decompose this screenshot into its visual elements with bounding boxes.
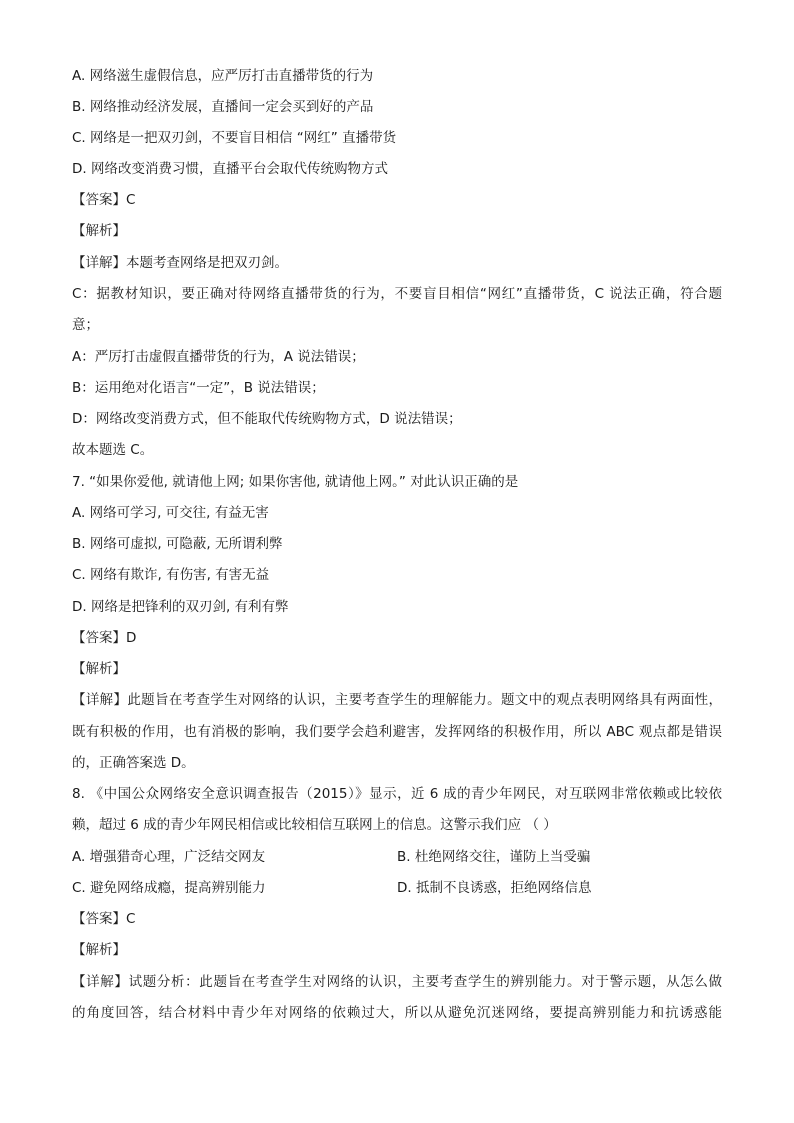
analysis-label-q7: 【解析】 xyxy=(72,661,126,677)
option-d-q8: D. 抵制不良诱惑，拒绝网络信息 xyxy=(397,880,592,896)
explanation-q6-c-cont: 意； xyxy=(72,317,99,333)
option-b-q6: B. 网络推动经济发展，直播间一定会买到好的产品 xyxy=(72,99,374,115)
explanation-q8-line1: 【详解】试题分析：此题旨在考查学生对网络的认识，主要考查学生的辨别能力。对于警示题，从怎么做 xyxy=(72,974,722,990)
explanation-q6-b: B：运用绝对化语言“一定”，B 说法错误； xyxy=(72,380,325,396)
question-8-line2: 赖，超过 6 成的青少年网民相信或比较相信互联网上的信息。这警示我们应 （ ） xyxy=(72,817,557,833)
question-7: 7. “如果你爱他, 就请他上网; 如果你害他, 就请他上网。” 对此认识正确的是 xyxy=(72,474,519,490)
explanation-q7-line1: 【详解】此题旨在考查学生对网络的认识，主要考查学生的理解能力。题文中的观点表明网络具有两面性， xyxy=(72,692,722,708)
option-c-q6: C. 网络是一把双刃剑，不要盲目相信 “网红” 直播带货 xyxy=(72,130,397,146)
option-b-q7: B. 网络可虚拟, 可隐蔽, 无所谓利弊 xyxy=(72,536,283,552)
option-d-q6: D. 网络改变消费习惯，直播平台会取代传统购物方式 xyxy=(72,161,388,177)
option-c-q8: C. 避免网络成瘾，提高辨别能力 xyxy=(72,880,266,896)
answer-q7: 【答案】D xyxy=(72,630,137,646)
explanation-q6: 【详解】本题考查网络是把双刃剑。 xyxy=(72,255,288,271)
option-b-q8: B. 杜绝网络交往，谨防上当受骗 xyxy=(397,849,591,865)
explanation-q6-c: C：据教材知识，要正确对待网络直播带货的行为，不要盲目相信“网红”直播带货，C 说法正确，符合题 xyxy=(72,286,722,302)
analysis-label-q8: 【解析】 xyxy=(72,942,126,958)
option-a-q6: A. 网络滋生虚假信息，应严厉打击直播带货的行为 xyxy=(72,68,374,84)
conclusion-q6: 故本题选 C。 xyxy=(72,442,154,458)
explanation-q8-line2: 的角度回答，结合材料中青少年对网络的依赖过大，所以从避免沉迷网络，要提高辨别能力和抗诱惑能 xyxy=(72,1005,722,1021)
analysis-label-q6: 【解析】 xyxy=(72,223,126,239)
option-a-q8: A. 增强猎奇心理，广泛结交网友 xyxy=(72,849,266,865)
option-c-q7: C. 网络有欺诈, 有伤害, 有害无益 xyxy=(72,567,270,583)
option-a-q7: A. 网络可学习, 可交往, 有益无害 xyxy=(72,505,269,521)
explanation-q6-d: D：网络改变消费方式，但不能取代传统购物方式，D 说法错误； xyxy=(72,411,462,427)
answer-q8: 【答案】C xyxy=(72,911,136,927)
explanation-q7-line3: 的，正确答案选 D。 xyxy=(72,755,195,771)
explanation-q7-line2: 既有积极的作用，也有消极的影响，我们要学会趋利避害，发挥网络的积极作用，所以 ABC 观点都是错误 xyxy=(72,724,722,740)
question-8-line1: 8. 《中国公众网络安全意识调查报告（2015）》显示，近 6 成的青少年网民，对互联网非常依赖或比较依 xyxy=(72,786,722,802)
explanation-q6-a: A：严厉打击虚假直播带货的行为，A 说法错误； xyxy=(72,349,365,365)
answer-q6: 【答案】C xyxy=(72,192,136,208)
option-d-q7: D. 网络是把锋利的双刃剑, 有利有弊 xyxy=(72,599,289,615)
